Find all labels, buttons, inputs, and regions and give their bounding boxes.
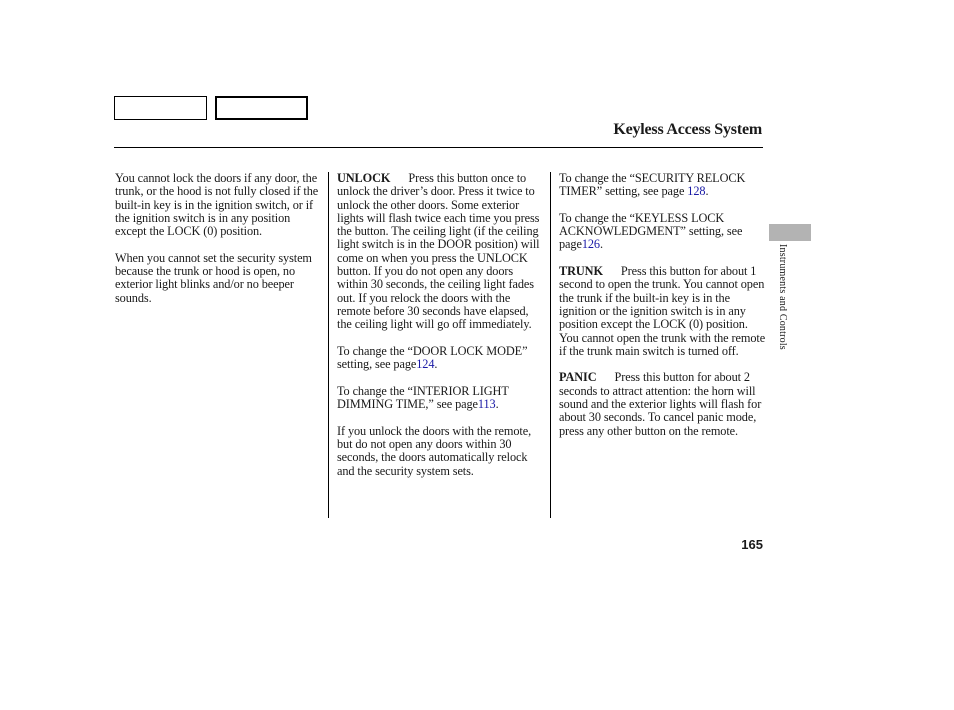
unlock-description: Press this button once to unlock the driver’s door. Press it twice to unlock the other doors. Some exterior lights will flash twice each time you press the button. The ceiling light (if the ceiling light switch is in the DOOR position) will come on when you press the UNLOCK button. If you do not open any doors within 30 seconds, the ceiling light fades out. If you relock the doors with the remote before 30 seconds have elapsed, the ceiling light will go off immediately. xyxy=(337,171,540,332)
column-3 xyxy=(559,172,767,451)
column-2 xyxy=(337,172,545,491)
section-label: Instruments and Controls xyxy=(777,244,788,350)
paragraph-panic xyxy=(559,371,767,437)
page-link-113[interactable]: 113 xyxy=(477,397,496,412)
paragraph-auto-relock: If you unlock the doors with the remote, but do not open any doors within 30 seconds, the doors automatically relock and the security system sets. xyxy=(337,423,532,478)
column-divider xyxy=(550,172,551,518)
trunk-description: Press this button for about 1 second to open the trunk. You cannot open the trunk if the built-in key is in the ignition or the ignition switch is in any position except the LOCK (0) position. You cannot open the trunk with the remote if the trunk main switch is turned off. xyxy=(559,264,766,358)
table-of-contents-button[interactable] xyxy=(215,96,308,120)
page-link-124[interactable]: 124 xyxy=(416,357,435,372)
paragraph-security-not-set: When you cannot set the security system because the trunk or hood is open, no exterior light blinks and/or no beeper sounds. xyxy=(115,250,312,305)
paragraph-trunk xyxy=(559,265,767,358)
section-tab xyxy=(769,224,811,241)
paragraph-door-lock-mode: To change the “DOOR LOCK MODE” setting, see page124. xyxy=(337,343,528,372)
paragraph-keyless-ack: To change the “KEYLESS LOCK ACKNOWLEDGMENT” setting, see page126. xyxy=(559,210,743,252)
page-title: Keyless Access System xyxy=(613,121,762,138)
panic-description: Press this button for about 2 seconds to attract attention: the horn will sound and the exterior lights will flash for about 30 seconds. To cancel panic mode, press any other button on the remote. xyxy=(559,370,762,438)
paragraph-security-relock: To change the “SECURITY RELOCK TIMER” setting, see page 128. xyxy=(559,171,746,199)
column-divider xyxy=(328,172,329,518)
page-number: 165 xyxy=(741,537,763,552)
paragraph-lock-conditions: You cannot lock the doors if any door, the trunk, or the hood is not fully closed if the built-in key is in the ignition switch, or if the ignition switch is in any position except the LOCK (0) position. xyxy=(115,171,319,239)
page-link-126[interactable]: 126 xyxy=(581,237,600,252)
page-link-128[interactable]: 128 xyxy=(687,184,706,199)
paragraph-unlock xyxy=(337,172,545,332)
trunk-term: TRUNK xyxy=(559,264,603,279)
column-1 xyxy=(115,172,323,318)
title-divider xyxy=(114,147,763,148)
panic-term: PANIC xyxy=(559,370,597,385)
main-menu-button[interactable] xyxy=(114,96,207,120)
unlock-term: UNLOCK xyxy=(337,171,391,185)
paragraph-interior-light: To change the “INTERIOR LIGHT DIMMING TIME,” see page113. xyxy=(337,383,509,412)
